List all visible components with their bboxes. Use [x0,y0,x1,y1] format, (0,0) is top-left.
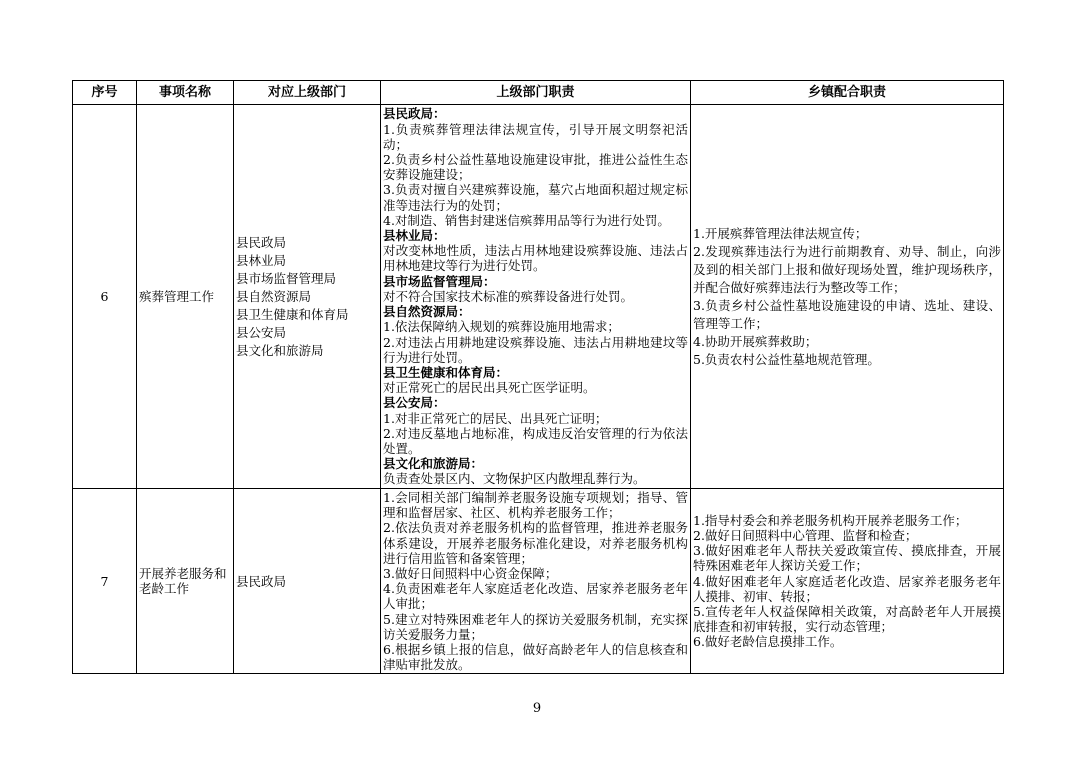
dept-duties [381,489,691,674]
duty-dept-label: 县自然资源局： [383,304,471,320]
dept-name: 县林业局 [236,252,287,268]
duty-item: 1.依法保障纳入规划的殡葬设施用地需求； [383,319,620,335]
header-item-name: 事项名称 [137,81,234,105]
dept-name: 县卫生健康和体育局 [236,306,349,322]
table-header [73,81,1004,105]
town-duty-item: 4.协助开展殡葬救助； [693,333,818,349]
town-duty-item: 5.负责农村公益性墓地规范管理。 [693,351,880,367]
dept-list [234,489,381,674]
page-number: 9 [532,701,542,716]
dept-duties [381,105,691,489]
duty-item: 2.负责乡村公益性墓地设施建设审批，推进公益性生态安葬设施建设； [383,152,688,183]
header-index: 序号 [73,81,137,105]
item-name: 殡葬管理工作 [137,105,234,489]
town-duties [691,489,1004,674]
town-duty-item: 3.做好困难老年人帮扶关爱政策宣传、摸底排查，开展特殊困难老年人探访关爱工作； [693,543,1001,574]
duty-item: 对正常死亡的居民出具死亡医学证明。 [383,380,596,396]
town-duty-item: 5.宣传老年人权益保障相关政策，对高龄老年人开展摸底排查和初审转报，实行动态管理； [693,604,1001,635]
duty-item: 3.做好日间照料中心资金保障； [383,566,558,582]
duty-item: 4.对制造、销售封建迷信殡葬用品等行为进行处罚。 [383,212,670,228]
town-duty-item: 1.指导村委会和养老服务机构开展养老服务工作； [693,512,968,528]
duty-item: 1.负责殡葬管理法律法规宣传，引导开展文明祭祀活动； [383,121,688,152]
town-duties [691,105,1004,489]
duty-dept-label: 县文化和旅游局： [383,456,484,472]
duty-dept-label: 县卫生健康和体育局： [383,364,509,380]
item-name: 开展养老服务和老龄工作 [137,489,234,674]
dept-name: 县自然资源局 [236,288,312,304]
header-dept-duties: 上级部门职责 [381,81,691,105]
duty-item: 对不符合国家技术标准的殡葬设备进行处罚。 [383,288,634,304]
town-duty-item: 1.开展殡葬管理法律法规宣传； [693,225,868,241]
table-header-row [73,81,1004,105]
duty-item: 4.负责困难老年人家庭适老化改造、居家养老服务老年人审批； [383,581,688,612]
duty-dept-label: 县林业局： [383,228,446,244]
table-row [73,489,1004,674]
town-duty-item: 2.发现殡葬违法行为进行前期教育、劝导、制止，向涉及到的相关部门上报和做好现场处置，维护现场秩序，并配合做好殡葬违法行为整改等工作； [693,243,1001,295]
duty-item: 对改变林地性质，违法占用林地建设殡葬设施、违法占用林地建坟等行为进行处罚。 [383,243,688,274]
header-superior-dept: 对应上级部门 [234,81,381,105]
table-body [73,105,1004,674]
dept-name: 县民政局 [236,573,287,589]
row-index: 7 [73,489,137,674]
row-index: 6 [73,105,137,489]
dept-name: 县市场监督管理局 [236,270,337,286]
town-duty-item: 4.做好困难老年人家庭适老化改造、居家养老服务老年人摸排、初审、转报； [693,573,1001,604]
town-duty-item: 6.做好老龄信息摸排工作。 [693,634,843,650]
table-row [73,105,1004,489]
duty-item: 5.建立对特殊困难老年人的探访关爱服务机制，充实探访关爱服务力量； [383,611,688,642]
duty-dept-label: 县民政局： [383,106,446,122]
duty-item: 2.依法负责对养老服务机构的监督管理，推进养老服务体系建设，开展养老服务标准化建设，对养老服务机构进行信用监管和备案管理； [383,520,688,566]
duty-item: 6.根据乡镇上报的信息，做好高龄老年人的信息核查和津贴审批发放。 [383,642,688,673]
dept-name: 县民政局 [236,234,287,250]
duty-item: 2.对违法占用耕地建设殡葬设施、违法占用耕地建坟等行为进行处罚。 [383,334,688,365]
town-duty-item: 3.负责乡村公益性墓地设施建设的申请、选址、建设、管理等工作； [693,297,1001,331]
responsibility-table [72,80,1004,674]
duty-item: 3.负责对擅自兴建殡葬设施，墓穴占地面积超过规定标准等违法行为的处罚； [383,182,688,213]
town-duty-item: 2.做好日间照料中心管理、监督和检查； [693,528,918,543]
duty-item: 负责查处景区内、文物保护区内散埋乱葬行为。 [383,471,646,487]
duty-item: 2.对违反墓地占地标准，构成违反治安管理的行为依法处置。 [383,425,688,456]
dept-name: 县文化和旅游局 [236,342,324,358]
duty-item: 1.会同相关部门编制养老服务设施专项规划；指导、管理和监督居家、社区、机构养老服务工作； [383,490,688,521]
duty-item: 1.对非正常死亡的居民、出具死亡证明； [383,410,608,426]
dept-name: 县公安局 [236,324,287,340]
header-town-duties: 乡镇配合职责 [691,81,1004,105]
duty-dept-label: 县市场监督管理局： [383,273,496,289]
dept-list [234,105,381,489]
duty-dept-label: 县公安局： [383,395,446,411]
